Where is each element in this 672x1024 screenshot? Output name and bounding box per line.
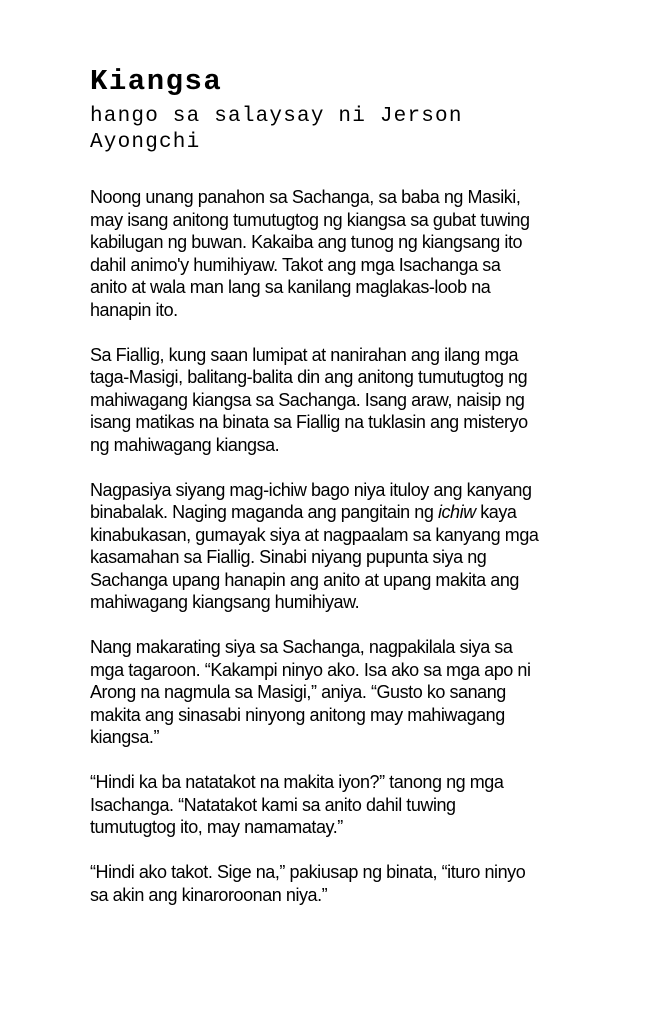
paragraph-6: “Hindi ako takot. Sige na,” pakiusap ng binata, “ituro ninyo sa akin ang kinaroroonan niya.”	[90, 862, 526, 905]
story-body	[90, 186, 630, 906]
story-title: Kiangsa	[90, 65, 223, 98]
italic-word-ichiw: ichiw	[437, 502, 476, 522]
paragraph-3: Nagpasiya siyang mag-ichiw bago niya ituloy ang kanyang binabalak. Naging maganda ang pangitain ng ichiw kaya kinabukasan, gumayak siya at nagpaalam sa kanyang mga kasamahan sa Fiallig. Sinabi niyang pupunta siya ng Sachanga upang hanapin ang anito at upang makita ang mahiwagang kiangsang humihiyaw.	[90, 479, 539, 612]
paragraph-5: “Hindi ka ba natatakot na makita iyon?” tanong ng mga Isachanga. “Natatakot kami sa anito dahil tuwing tumutugtog ito, may namamatay.”	[90, 772, 504, 837]
paragraph-1: Noong unang panahon sa Sachanga, sa baba ng Masiki, may isang anitong tumutugtog ng kiangsa sa gubat tuwing kabilugan ng buwan. Kakaiba ang tunog ng kiangsang ito dahil animo'y humihiyaw. Takot ang mga Isachanga sa anito at wala man lang sa kanilang maglakas-loob na hanapin ito.	[90, 187, 530, 320]
story-subtitle: hango sa salaysay ni Jerson Ayongchi	[90, 105, 463, 154]
document-page	[90, 66, 630, 929]
paragraph-2: Sa Fiallig, kung saan lumipat at nanirahan ang ilang mga taga-Masigi, balitang-balita din ang anitong tumutugtog ng mahiwagang kiangsa sa Sachanga. Isang araw, naisip ng isang matikas na binata sa Fiallig na tuklasin ang misteryo ng mahiwagang kiangsa.	[90, 344, 528, 455]
paragraph-4: Nang makarating siya sa Sachanga, nagpakilala siya sa mga tagaroon. “Kakampi ninyo ako. Isa ako sa mga apo ni Arong na nagmula sa Masigi,” aniya. “Gusto ko sanang makita ang sinasabi ninyong anitong may mahiwagang kiangsa.”	[90, 637, 531, 747]
